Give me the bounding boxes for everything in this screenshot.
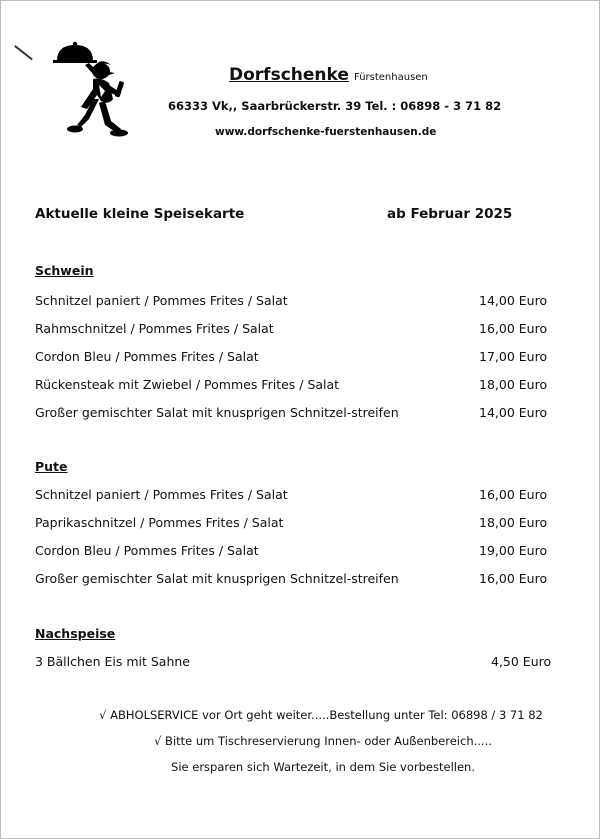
waiter-logo-icon: [51, 41, 131, 141]
restaurant-location: Fürstenhausen: [353, 72, 428, 83]
section-title-nachspeise: Nachspeise: [35, 626, 116, 641]
menu-item-name: Rückensteak mit Zwiebel / Pommes Frites / Salat: [35, 377, 340, 392]
menu-item-price: 18,00 Euro: [479, 377, 548, 392]
menu-item-name: Rahmschnitzel / Pommes Frites / Salat: [35, 321, 274, 336]
footer-preorder-note: Sie ersparen sich Wartezeit, in dem Sie vorbestellen.: [171, 760, 475, 774]
section-title-schwein: Schwein: [35, 263, 94, 278]
menu-item-name: Schnitzel paniert / Pommes Frites / Salat: [35, 293, 288, 308]
menu-item-name: Paprikaschnitzel / Pommes Frites / Salat: [35, 515, 284, 530]
menu-item-name: Großer gemischter Salat mit knusprigen Schnitzel-streifen: [35, 405, 399, 420]
menu-item-name: Cordon Bleu / Pommes Frites / Salat: [35, 349, 259, 364]
menu-item-price: 16,00 Euro: [479, 321, 548, 336]
menu-item-price: 16,00 Euro: [479, 487, 548, 502]
menu-date: ab Februar 2025: [387, 206, 513, 222]
footer-reservation-note: √ Bitte um Tischreservierung Innen- oder Außenbereich.....: [154, 734, 492, 748]
menu-item-name: Großer gemischter Salat mit knusprigen Schnitzel-streifen: [35, 571, 399, 586]
restaurant-name: Dorfschenke: [229, 65, 349, 85]
menu-item-price: 16,00 Euro: [479, 571, 548, 586]
menu-item-price: 17,00 Euro: [479, 349, 548, 364]
menu-title: Aktuelle kleine Speisekarte: [35, 206, 245, 222]
menu-item-price: 4,50 Euro: [491, 654, 552, 669]
menu-item-name: 3 Bällchen Eis mit Sahne: [35, 654, 190, 669]
menu-item-name: Schnitzel paniert / Pommes Frites / Salat: [35, 487, 288, 502]
restaurant-address: 66333 Vk,, Saarbrückerstr. 39 Tel. : 06898 - 3 71 82: [168, 99, 502, 113]
section-title-pute: Pute: [35, 459, 68, 474]
restaurant-website: www.dorfschenke-fuerstenhausen.de: [215, 126, 437, 138]
menu-item-name: Cordon Bleu / Pommes Frites / Salat: [35, 543, 259, 558]
menu-item-price: 14,00 Euro: [479, 405, 548, 420]
menu-item-price: 14,00 Euro: [479, 293, 548, 308]
corner-mark: [15, 45, 33, 60]
footer-pickup-note: √ ABHOLSERVICE vor Ort geht weiter.....Bestellung unter Tel: 06898 / 3 71 82: [99, 708, 543, 722]
menu-item-price: 18,00 Euro: [479, 515, 548, 530]
menu-item-price: 19,00 Euro: [479, 543, 548, 558]
